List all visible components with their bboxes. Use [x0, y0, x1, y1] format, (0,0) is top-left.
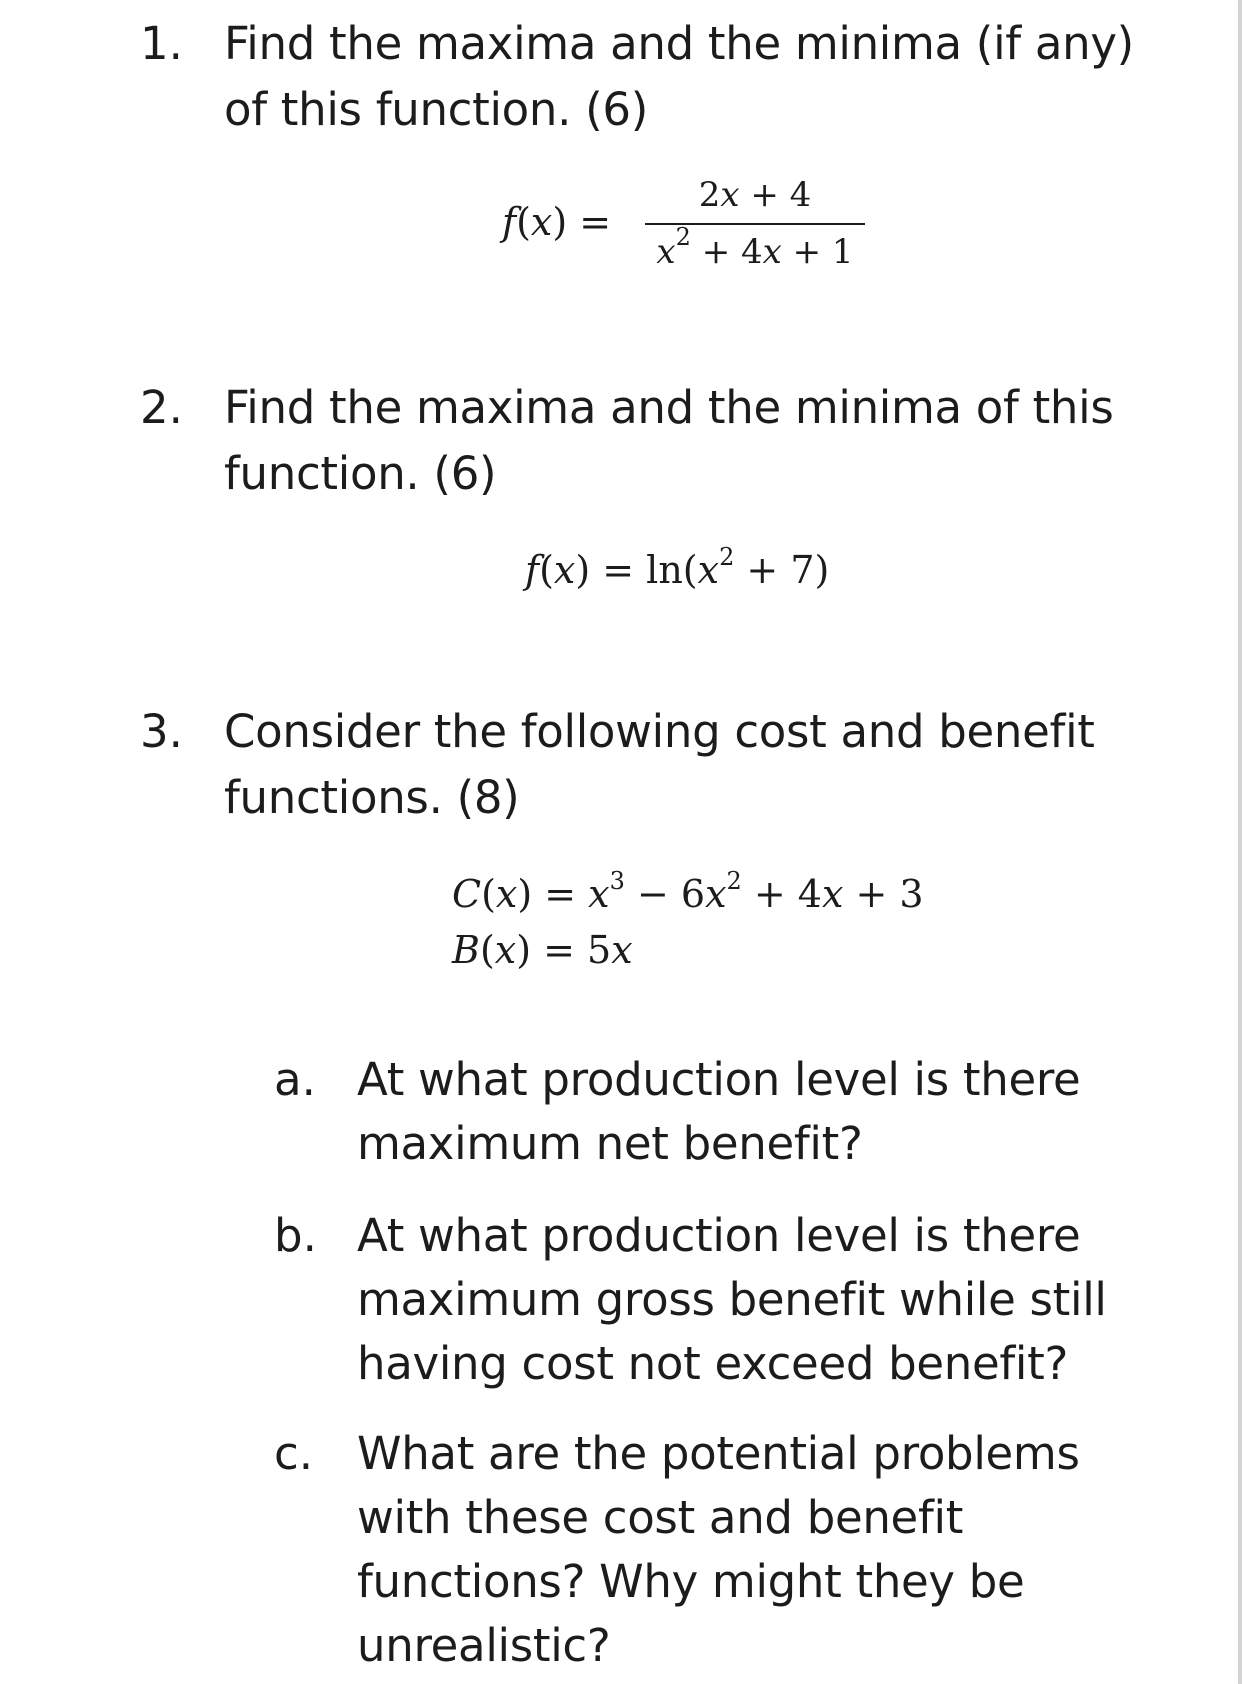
question-3-text-line-2: functions. (8): [224, 771, 520, 824]
part-c-line-1: What are the potential problems: [357, 1427, 1080, 1480]
page-right-border: [1238, 0, 1242, 1684]
part-c-line-3: functions? Why might they be: [357, 1555, 1025, 1608]
part-b-line-3: having cost not exceed benefit?: [357, 1337, 1069, 1390]
part-b-letter: b.: [274, 1209, 317, 1262]
part-b-line-1: At what production level is there: [357, 1209, 1081, 1262]
question-2-number: 2.: [140, 381, 183, 434]
part-b-line-2: maximum gross benefit while still: [357, 1273, 1107, 1326]
part-c-letter: c.: [274, 1427, 314, 1480]
part-a-line-2: maximum net benefit?: [357, 1117, 863, 1170]
question-3-text-line-1: Consider the following cost and benefit: [224, 705, 1095, 758]
part-c-line-4: unrealistic?: [357, 1619, 611, 1672]
part-a-line-1: At what production level is there: [357, 1053, 1081, 1106]
part-a-letter: a.: [274, 1053, 316, 1106]
question-1-equation-lhs: f(x) =: [502, 200, 612, 244]
question-1-text-line-1: Find the maxima and the minima (if any): [224, 17, 1134, 70]
part-c-line-2: with these cost and benefit: [357, 1491, 964, 1544]
question-3-number: 3.: [140, 705, 183, 758]
question-1-text-line-2: of this function. (6): [224, 83, 648, 136]
question-1-denominator: $x^2 + 4x + 1$: [656, 223, 854, 272]
question-3-benefit-function: B(x) = 5x: [452, 928, 633, 972]
question-2-equation: $f(x) = \ln(x^2 + 7)$: [525, 543, 830, 592]
question-1-numerator: 2x + 4: [698, 175, 812, 215]
question-3-cost-function: $C(x) = x^3 - 6x^2 + 4x + 3$: [452, 867, 924, 916]
question-1-number: 1.: [140, 17, 183, 70]
question-2-text-line-1: Find the maxima and the minima of this: [224, 381, 1114, 434]
question-2-text-line-2: function. (6): [224, 447, 497, 500]
